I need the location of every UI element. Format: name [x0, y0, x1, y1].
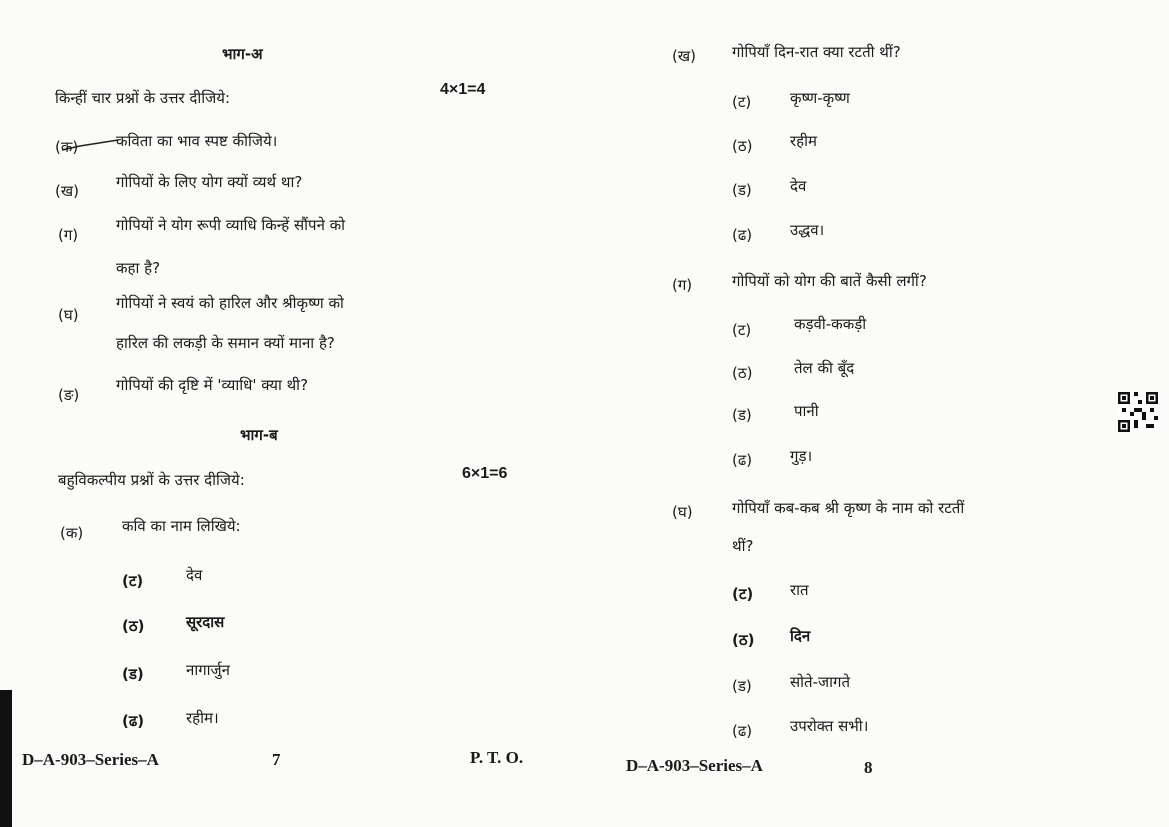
option-label: (ट)	[732, 321, 752, 339]
question-text-continued: थीं?	[732, 537, 754, 555]
option-text: नागार्जुन	[186, 661, 230, 679]
option-text: उपरोक्त सभी।	[790, 717, 869, 735]
option-label: (ड)	[732, 406, 752, 424]
please-turn-over: P. T. O.	[470, 748, 524, 767]
question-text-continued: कहा है?	[116, 259, 161, 277]
question-text: गोपियों के लिए योग क्यों व्यर्थ था?	[116, 173, 303, 191]
option-label: (ढ)	[122, 712, 145, 730]
option-label: (ड)	[732, 677, 752, 695]
question-label: (घ)	[58, 306, 79, 324]
question-text: गोपियाँ कब-कब श्री कृष्ण के नाम को रटतीं	[732, 499, 965, 517]
option-label: (ड)	[122, 665, 144, 683]
option-text: रहीम	[790, 132, 817, 150]
question-label: (ख)	[55, 182, 79, 200]
option-text: दिन	[790, 627, 811, 645]
option-text: देव	[790, 177, 807, 195]
option-text: देव	[186, 566, 203, 584]
question-text: कविता का भाव स्पष्ट कीजिये।	[116, 132, 278, 150]
part-a-instruction: किन्हीं चार प्रश्नों के उत्तर दीजिये:	[55, 89, 231, 107]
option-label: (ठ)	[732, 137, 753, 155]
part-b-instruction: बहुविकल्पीय प्रश्नों के उत्तर दीजिये:	[58, 471, 245, 489]
question-label: (ग)	[58, 226, 79, 244]
question-text: गोपियों ने स्वयं को हारिल और श्रीकृष्ण को	[116, 294, 344, 312]
option-text: रात	[790, 581, 809, 599]
question-text: गोपियों की दृष्टि में 'व्याधि' क्या थी?	[116, 376, 309, 394]
part-b-heading: भाग-ब	[240, 426, 278, 444]
option-text: तेल की बूँद	[794, 359, 855, 377]
option-label: (ठ)	[732, 364, 753, 382]
option-text: कड़वी-ककड़ी	[794, 315, 867, 333]
option-text: कृष्ण-कृष्ण	[790, 89, 850, 107]
question-label: (ग)	[672, 276, 693, 294]
option-label: (ट)	[732, 93, 752, 111]
question-text: कवि का नाम लिखिये:	[122, 517, 241, 535]
part-a-marks: 4×1=4	[440, 81, 486, 98]
page-number: 8	[864, 758, 873, 777]
option-text: पानी	[794, 402, 819, 420]
question-text: गोपियों को योग की बातें कैसी लगीं?	[732, 272, 927, 290]
option-label: (ट)	[732, 585, 754, 603]
option-label: (ढ)	[732, 451, 753, 469]
option-text: रहीम।	[186, 709, 219, 727]
qr-code-icon	[1118, 392, 1158, 432]
question-label: (क)	[55, 138, 79, 156]
footer-series-code: D–A-903–Series–A	[22, 750, 159, 769]
option-label: (ड)	[732, 181, 752, 199]
option-text: सूरदास	[186, 613, 225, 631]
question-text: गोपियों ने योग रूपी व्याधि किन्हें सौंपने को	[116, 216, 346, 234]
question-text-continued: हारिल की लकड़ी के समान क्यों माना है?	[116, 334, 335, 352]
option-label: (ट)	[122, 572, 144, 590]
part-a-heading: भाग-अ	[222, 45, 263, 63]
question-label: (ख)	[672, 47, 696, 65]
option-text: उद्धव।	[790, 221, 825, 239]
option-label: (ठ)	[122, 617, 145, 635]
option-text: गुड़।	[790, 447, 813, 465]
question-text: गोपियाँ दिन-रात क्या रटती थीं?	[732, 43, 901, 61]
option-label: (ठ)	[732, 631, 755, 649]
right-page	[600, 0, 1169, 827]
footer-series-code: D–A-903–Series–A	[626, 756, 763, 775]
option-label: (ढ)	[732, 722, 753, 740]
part-b-marks: 6×1=6	[462, 465, 508, 482]
option-label: (ढ)	[732, 226, 753, 244]
question-label: (क)	[60, 524, 84, 542]
question-label: (घ)	[672, 503, 693, 521]
page-number: 7	[272, 750, 281, 769]
question-label: (ङ)	[58, 386, 80, 404]
option-text: सोते-जागते	[790, 673, 850, 691]
